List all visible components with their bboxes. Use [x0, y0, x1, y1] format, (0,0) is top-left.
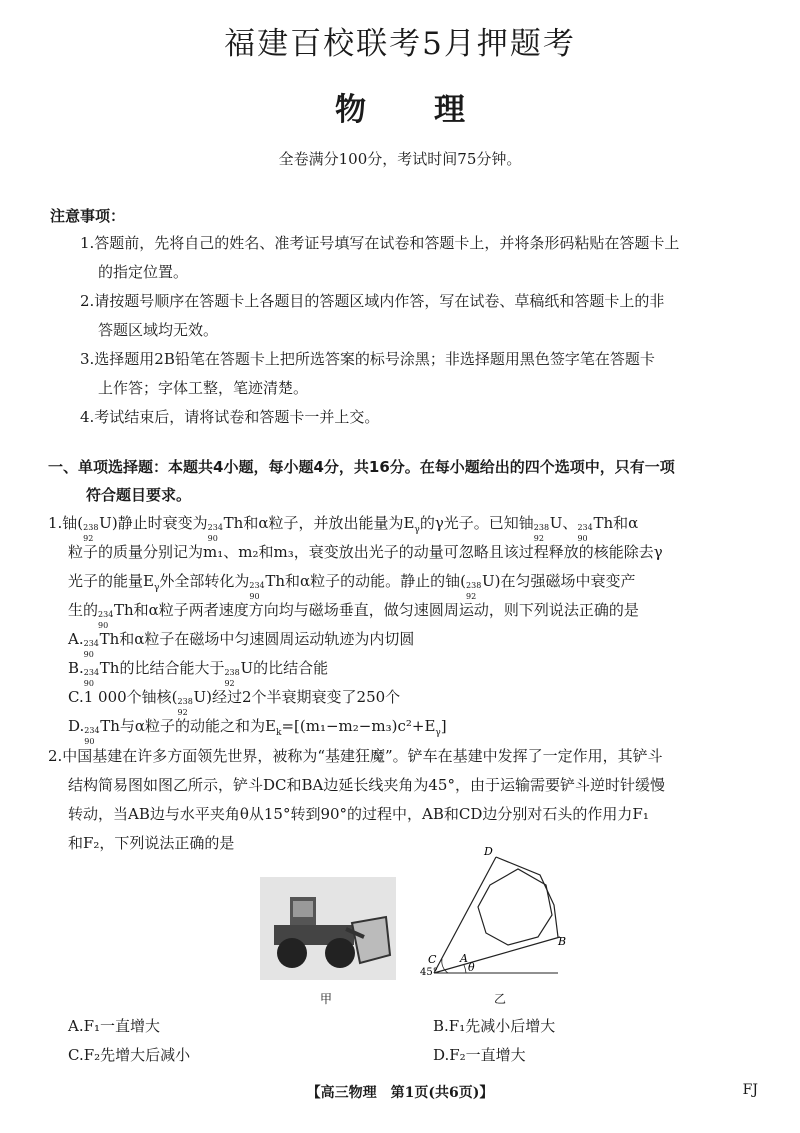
q1-option-c	[68, 683, 401, 717]
angle-arc-theta	[464, 965, 466, 973]
mass-number: 238	[224, 667, 240, 677]
atomic-number: 92	[224, 678, 235, 688]
label-45-degrees: 45°	[420, 967, 438, 978]
option-text: C.1 000个铀核(	[68, 688, 178, 706]
notice-line-1: 1.答题前，先将自己的姓名、准考证号填写在试卷和答题卡上，并将条形码粘贴在答题卡上	[80, 234, 680, 252]
mass-number: 234	[84, 725, 100, 735]
notice-line-3: 2.请按题号顺序在答题卡上各题目的答题区域内作答，写在试卷、草稿纸和答题卡上的非	[80, 292, 665, 310]
option-text: Th与α粒子的动能之和为E	[100, 717, 277, 735]
isotope-u238	[224, 662, 240, 688]
q2-option-d: D.F₂一直增大	[433, 1046, 526, 1064]
mass-number: 234	[249, 580, 265, 590]
q2-line-2: 结构简易图如图乙所示，铲斗DC和BA边延长线夹角为45°，由于运输需要铲斗逆时针缓慢	[68, 776, 665, 794]
loader-window	[293, 901, 313, 917]
q2-option-c: C.F₂先增大后减小	[68, 1046, 191, 1064]
isotope-th234	[84, 720, 100, 746]
q1-text: 光子的能量E	[68, 572, 154, 590]
subscript: γ	[435, 728, 441, 738]
q2-option-a: A.F₁一直增大	[68, 1017, 161, 1035]
mass-number: 234	[83, 667, 100, 677]
notice-line-7: 4.考试结束后，请将试卷和答题卡一并上交。	[80, 408, 380, 426]
atomic-number: 90	[249, 591, 260, 601]
label-b: B	[558, 935, 567, 948]
figure-label-jia: 甲	[320, 992, 333, 1006]
atomic-number: 90	[83, 649, 94, 659]
option-text: ]	[440, 717, 447, 735]
atomic-number: 92	[177, 707, 188, 717]
q2-line-4: 和F₂，下列说法正确的是	[68, 834, 235, 852]
q1-text: U)在匀强磁场中衰变产	[482, 572, 636, 590]
notice-line-6: 上作答；字体工整，笔迹清楚。	[98, 379, 309, 397]
mass-number: 234	[83, 638, 99, 648]
option-text: Th和α粒子在磁场中匀速圆周运动轨迹为内切圆	[99, 630, 415, 648]
label-a: A	[460, 952, 468, 965]
loader-rear-wheel	[277, 938, 307, 968]
q1-text: 的γ光子。已知铀	[419, 514, 534, 532]
atomic-number: 92	[533, 533, 544, 543]
notice-heading: 注意事项：	[50, 207, 126, 225]
atomic-number: 90	[84, 736, 95, 746]
isotope-th234	[98, 604, 114, 630]
loader-photo	[260, 877, 396, 980]
atomic-number: 90	[207, 533, 218, 543]
isotope-th234	[207, 517, 224, 543]
mass-number: 238	[83, 522, 99, 532]
q1-line-2: 粒子的质量分别记为m₁、m₂和m₃，衰变放出光子的动量可忽略且该过程释放的核能除去γ	[68, 543, 663, 561]
atomic-number: 90	[577, 533, 588, 543]
stone-outline	[478, 869, 552, 945]
atomic-number: 92	[466, 591, 477, 601]
subject-title	[0, 84, 800, 129]
option-text: U的比结合能	[240, 659, 329, 677]
option-text: Th的比结合能大于	[99, 659, 225, 677]
q2-line-3: 转动，当AB边与水平夹角θ从15°转到90°的过程中，AB和CD边分别对石头的作用力F₁	[68, 805, 649, 823]
q1-text: Th和α粒子，并放出能量为E	[223, 514, 415, 532]
atomic-number: 92	[83, 533, 94, 543]
atomic-number: 90	[98, 620, 109, 630]
figure-label-yi: 乙	[494, 992, 507, 1006]
option-text: =[(m₁−m₂−m₃)c²+E	[281, 717, 436, 735]
mass-number: 234	[98, 609, 114, 619]
isotope-th234	[577, 517, 593, 543]
isotope-th234	[83, 662, 100, 688]
edge-ab	[434, 937, 560, 973]
q1-option-d: D. 234 90 Th与α粒子的动能之和为$E_k=[(m_1-m_2-m_3)c^2+E_\gamma]$	[68, 712, 447, 748]
q1-text: 生的	[68, 601, 99, 619]
q1-text: 1.铀(	[48, 514, 84, 532]
isotope-u238	[177, 691, 194, 717]
q1-option-b: B. 234 90 Th的比结合能大于 238 92 U的比结合能	[68, 654, 328, 683]
loader-front-wheel	[325, 938, 355, 968]
subscript: γ	[153, 583, 160, 593]
mass-number: 238	[533, 522, 550, 532]
q1-text: Th和α粒子两者速度方向均与磁场垂直，做匀速圆周运动，则下列说法正确的是	[114, 601, 639, 619]
q1-text: U)静止时衰变为	[99, 514, 208, 532]
label-d: D	[484, 845, 493, 858]
subscript: k	[276, 728, 282, 738]
option-text: U)经过2个半衰期衰变了250个	[193, 688, 401, 706]
section-heading-1: 一、单项选择题：本题共4小题，每小题4分，共16分。在每小题给出的四个选项中，只有一项	[48, 458, 675, 476]
label-c: C	[428, 953, 437, 966]
q1-text: U、	[549, 514, 578, 532]
notice-line-5: 3.选择题用2B铅笔在答题卡上把所选答案的标号涂黑；非选择题用黑色签字笔在答题卡	[80, 350, 655, 368]
isotope-u238	[83, 517, 99, 543]
page-title: 福建百校联考5月押题考	[224, 26, 576, 62]
loader-illustration	[260, 877, 396, 980]
subject-char-1: 物	[335, 92, 366, 128]
mass-number: 234	[577, 522, 593, 532]
isotope-th234	[249, 575, 265, 601]
exam-info: 全卷满分100分，考试时间75分钟。	[278, 150, 522, 168]
atomic-number: 90	[83, 678, 94, 688]
mass-number: 238	[177, 696, 193, 706]
mass-number: 234	[207, 522, 223, 532]
isotope-u238	[466, 575, 482, 601]
q1-line-4	[68, 596, 639, 630]
q2-option-b: B.F₁先减小后增大	[433, 1017, 556, 1035]
q1-option-a: A. 234 90 Th和α粒子在磁场中匀速圆周运动轨迹为内切圆	[68, 625, 414, 654]
province-code: FJ	[742, 1082, 758, 1098]
subscript: γ	[414, 525, 420, 535]
page-footer: 【高三物理 第1页(共6页)】	[306, 1085, 494, 1101]
label-theta: θ	[468, 961, 475, 974]
q1-text: 外全部转化为	[159, 572, 250, 590]
isotope-u238	[533, 517, 550, 543]
isotope-th234	[83, 633, 100, 659]
notice-line-4: 答题区域均无效。	[98, 321, 219, 339]
subject-char-2: 理	[434, 92, 465, 128]
loader-bucket	[352, 917, 390, 963]
bucket-diagram	[420, 845, 570, 980]
q2-line-1: 2.中国基建在许多方面领先世界，被称为“基建狂魔”。铲车在基建中发挥了一定作用，其铲斗	[48, 747, 663, 765]
q1-text: Th和α粒子的动能。静止的铀(	[265, 572, 467, 590]
notice-line-2: 的指定位置。	[98, 263, 189, 281]
q1-text: Th和α	[593, 514, 639, 532]
section-heading-2: 符合题目要求。	[86, 486, 192, 504]
mass-number: 238	[466, 580, 482, 590]
